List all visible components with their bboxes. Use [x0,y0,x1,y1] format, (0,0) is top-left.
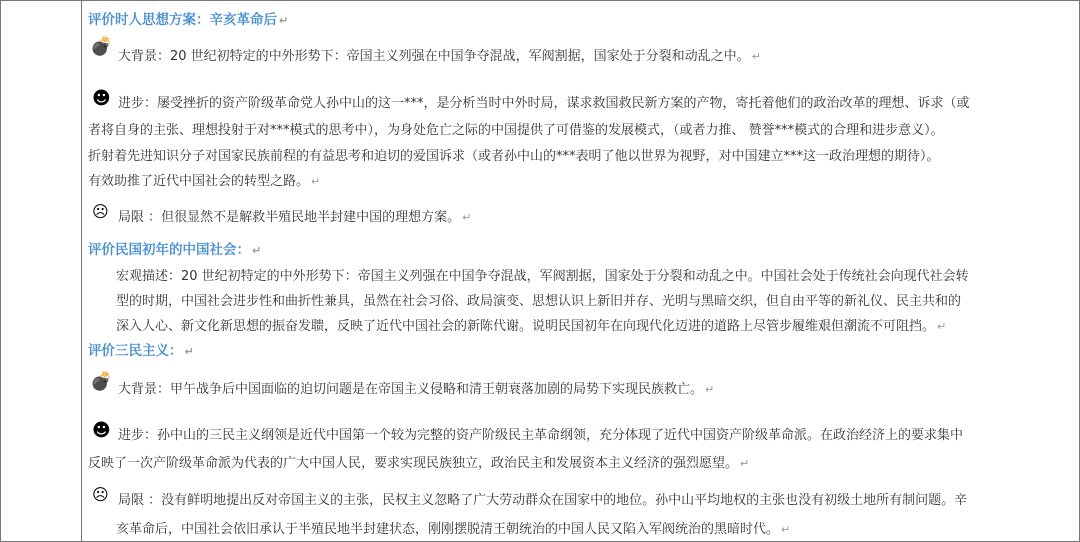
macro-line: 深入人心、新文化新思想的振奋发聩，反映了近代中国社会的新陈代谢。说明民国初年在向现代化迈进的道路上尽管步履维艰但潮流不可阻挡。 ↵ [116,319,947,334]
limit-line: 亥革命后，中国社会依旧承认于半殖民地半封建状态，刚刚摆脱清王朝统治的中国人民又陷入军阀统治的黑暗时代。 ↵ [116,522,791,537]
progress-line: 有效助推了近代中国社会的转型之路。 ↵ [88,174,321,189]
frown-icon: ☹ [92,202,109,221]
progress-line: 反映了一次产阶级革命派为代表的广大中国人民，要求实现民族独立，政治民主和发展资本主义经济的强烈愿望。 ↵ [88,456,750,471]
section-heading-1: 评价时人思想方案：辛亥革命后 ↵ [88,12,289,28]
progress-line: 者将自身的主张、理想投射于对***模式的思考中），为身处危亡之际的中国提供了可借鉴的发展模式，（或者力推、 赞誉***模式的合理和进步意义）。 [88,123,944,138]
frown-icon: ☹ [92,485,109,504]
progress-line: 进步：孙中山的三民主义纲领是近代中国第一个较为完整的资产阶级民主革命纲领，充分体现了近代中国资产阶级革命派。在政治经济上的要求集中 [118,428,964,443]
smiley-icon: ☻ [92,88,111,109]
progress-line: 进步：屡受挫折的资产阶级革命党人孙中山的这一***，是分析当时中外时局，谋求救国救民新方案的产物，寄托着他们的政治改革的理想、诉求（或 [118,96,970,111]
section-heading-3: 评价三民主义： ↵ [88,343,194,359]
macro-line: 型的时期，中国社会进步性和曲折性兼具，虽然在社会习俗、政局演变、思想认识上新旧并存、光明与黑暗交织，但自由平等的新礼仪、民主共和的 [116,294,962,309]
background-text-3: 大背景：甲午战争后中国面临的迫切问题是在帝国主义侵略和清王朝衰落加剧的局势下实现民族救亡。 ↵ [118,382,715,397]
smiley-icon: ☻ [92,420,111,441]
limit-line: 局限 ：但很显然不是解救半殖民地半封建中国的理想方案。 ↵ [118,210,472,225]
limit-line: 局限 ：没有鲜明地提出反对帝国主义的主张，民权主义忽略了广大劳动群众在国家中的地位。孙中山平均地权的主张也没有初级土地所有制问题。辛 [118,493,968,508]
bomb-icon: 💣 [90,371,113,392]
background-text-1: 大背景：20 世纪初特定的中外形势下：帝国主义列强在中国争夺混战，军阀割据，国家处于分裂和动乱之中。 ↵ [118,49,761,64]
macro-line: 宏观描述：20 世纪初特定的中外形势下：帝国主义列强在中国争夺混战，军阀割据，国家处于分裂和动乱之中。中国社会处于传统社会向现代社会转 [116,269,969,284]
section-heading-2: 评价民国初年的中国社会： ↵ [88,242,262,258]
left-column-divider [81,0,82,542]
progress-line: 折射着先进知识分子对国家民族前程的有益思考和迫切的爱国诉求（或者孙中山的***表明了他以世界为视野，对中国建立***这一政治理想的期待）。 [88,149,940,164]
bomb-icon: 💣 [90,36,113,57]
